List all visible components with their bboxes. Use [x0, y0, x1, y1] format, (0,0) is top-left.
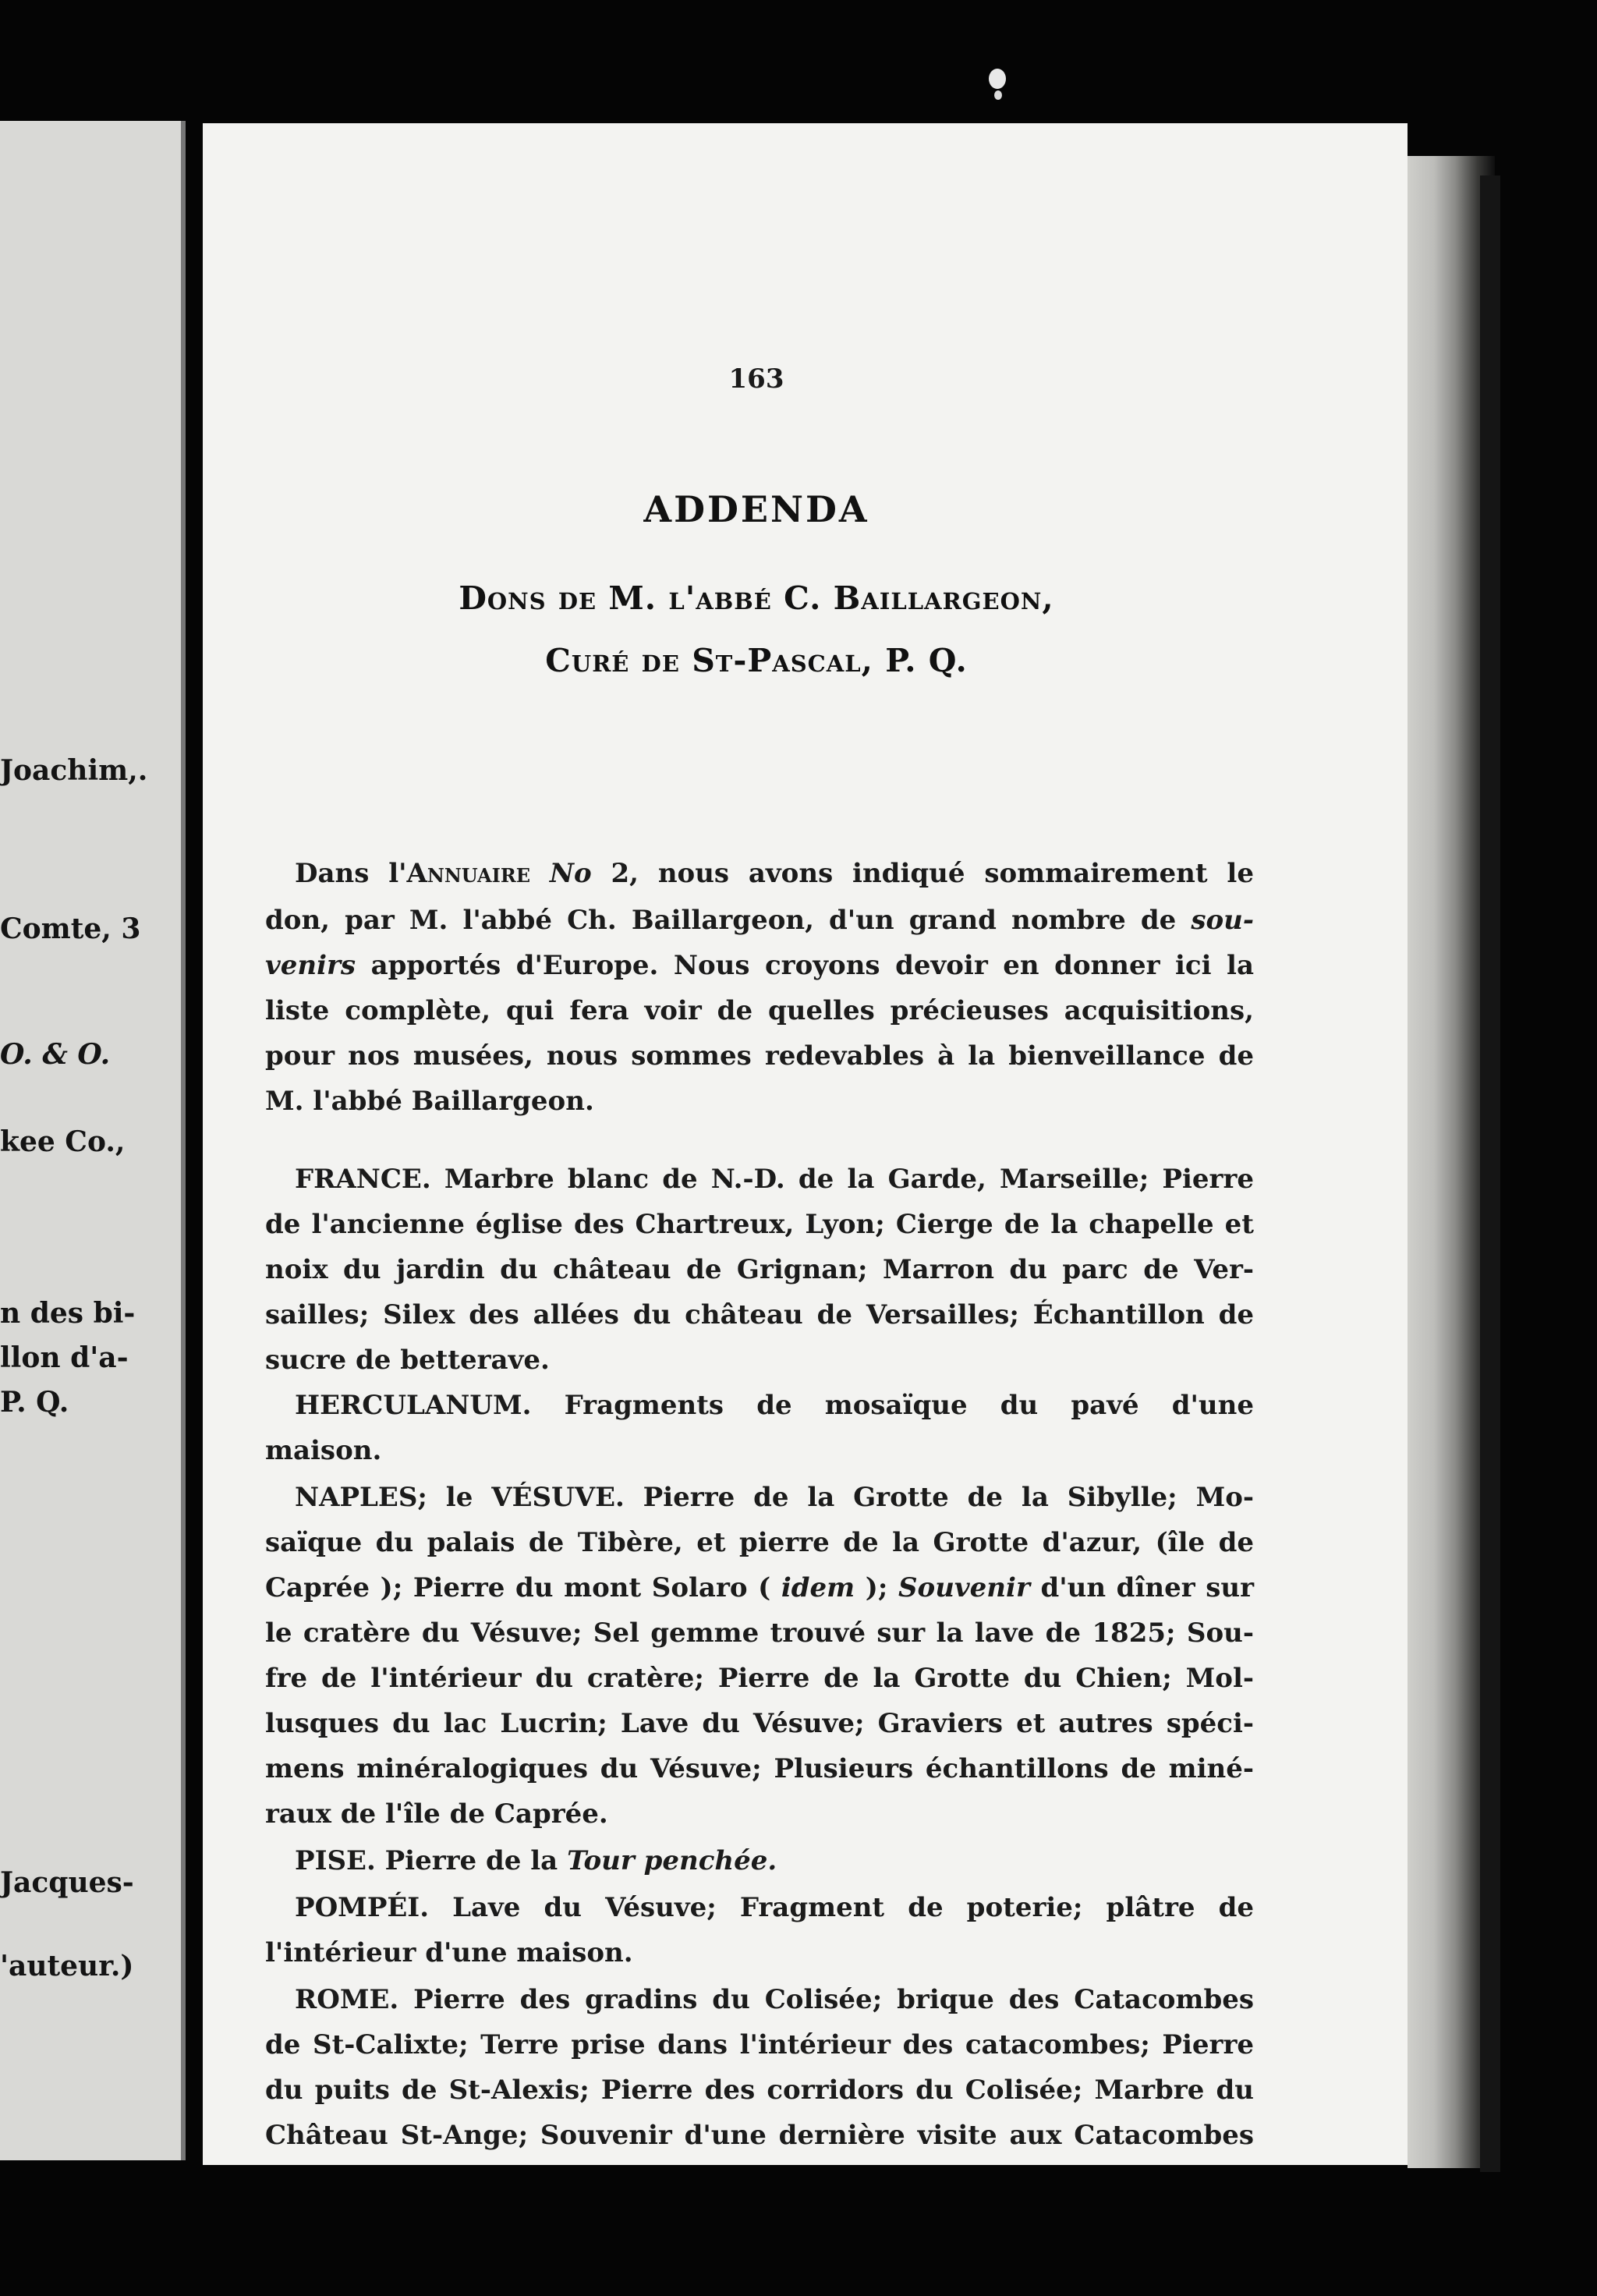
naples-line: mens minéralogiques du Vésuve; Plusieurs échantillons de miné- — [265, 1753, 1254, 1784]
france-line: sailles; Silex des allées du château de Versailles; Échantillon de — [265, 1299, 1254, 1330]
intro-line: liste complète, qui fera voir de quelles précieuses acquisitions, — [265, 995, 1254, 1026]
france-line: noix du jardin du château de Grignan; Marron du parc de Ver- — [265, 1254, 1254, 1285]
naples-line: NAPLES; le VÉSUVE. Pierre de la Grotte de la Sibylle; Mo- — [295, 1482, 1254, 1513]
rome-line: ROME. Pierre des gradins du Colisée; brique des Catacombes — [295, 1984, 1254, 2015]
document-page — [203, 123, 1408, 2165]
intro-line: don, par M. l'abbé Ch. Baillargeon, d'un grand nombre de sou- — [265, 905, 1254, 936]
france-line: FRANCE. Marbre blanc de N.-D. de la Garde, Marseille; Pierre — [295, 1164, 1254, 1195]
naples-line: lusques du lac Lucrin; Lave du Vésuve; Graviers et autres spéci- — [265, 1708, 1254, 1739]
herculanum-line: HERCULANUM. Fragments de mosaïque du pavé d'une — [295, 1390, 1254, 1421]
left-page-line: Comte, 3 — [0, 912, 141, 945]
section-subtitle-2: Curé de St-Pascal, P. Q. — [545, 642, 968, 679]
left-page-fragment — [0, 121, 186, 2160]
left-page-line: llon d'a- — [0, 1341, 129, 1374]
film-speck — [989, 69, 1006, 89]
pise-line: PISE. Pierre de la Tour penchée. — [295, 1845, 777, 1876]
naples-line: raux de l'île de Caprée. — [265, 1798, 608, 1830]
intro-line: M. l'abbé Baillargeon. — [265, 1086, 594, 1117]
page-block-shadow — [1480, 175, 1500, 2172]
rome-line: du puits de St-Alexis; Pierre des corridors du Colisée; Marbre du — [265, 2075, 1254, 2106]
left-page-line: 'auteur.) — [0, 1950, 134, 1982]
naples-line: le cratère du Vésuve; Sel gemme trouvé sur la lave de 1825; Sou- — [265, 1617, 1254, 1649]
left-page-line: O. & O. — [0, 1038, 111, 1071]
left-page-line: Joachim,. — [0, 754, 148, 787]
section-title: ADDENDA — [643, 488, 869, 530]
film-speck — [994, 90, 1002, 100]
naples-line: Caprée ); Pierre du mont Solaro ( idem ); Souvenir d'un dîner sur — [265, 1572, 1254, 1603]
section-subtitle-1: Dons de M. l'abbé C. Baillargeon, — [459, 579, 1054, 617]
left-page-line: P. Q. — [0, 1386, 69, 1419]
herculanum-line: maison. — [265, 1435, 382, 1466]
intro-line: Dans l'Annuaire No 2, nous avons indiqué sommairement le — [295, 858, 1254, 889]
left-page-line: n des bi- — [0, 1297, 136, 1330]
rome-line: de St-Calixte; Terre prise dans l'intérieur des catacombes; Pierre — [265, 2029, 1254, 2060]
rome-line: Château St-Ange; Souvenir d'une dernière visite aux Catacombes — [265, 2120, 1254, 2151]
left-page-line: Jacques- — [0, 1866, 134, 1899]
france-line: de l'ancienne église des Chartreux, Lyon; Cierge de la chapelle et — [265, 1209, 1254, 1240]
france-line: sucre de betterave. — [265, 1345, 550, 1376]
page-number: 163 — [728, 363, 784, 395]
intro-line: venirs apportés d'Europe. Nous croyons devoir en donner ici la — [265, 950, 1254, 981]
pompei-line: POMPÉI. Lave du Vésuve; Fragment de poterie; plâtre de — [295, 1892, 1254, 1923]
naples-line: fre de l'intérieur du cratère; Pierre de la Grotte du Chien; Mol- — [265, 1663, 1254, 1694]
left-page-line: kee Co., — [0, 1125, 126, 1158]
naples-line: saïque du palais de Tibère, et pierre de la Grotte d'azur, (île de — [265, 1527, 1254, 1558]
intro-line: pour nos musées, nous sommes redevables à la bienveillance de — [265, 1040, 1254, 1072]
pompei-line: l'intérieur d'une maison. — [265, 1937, 633, 1968]
